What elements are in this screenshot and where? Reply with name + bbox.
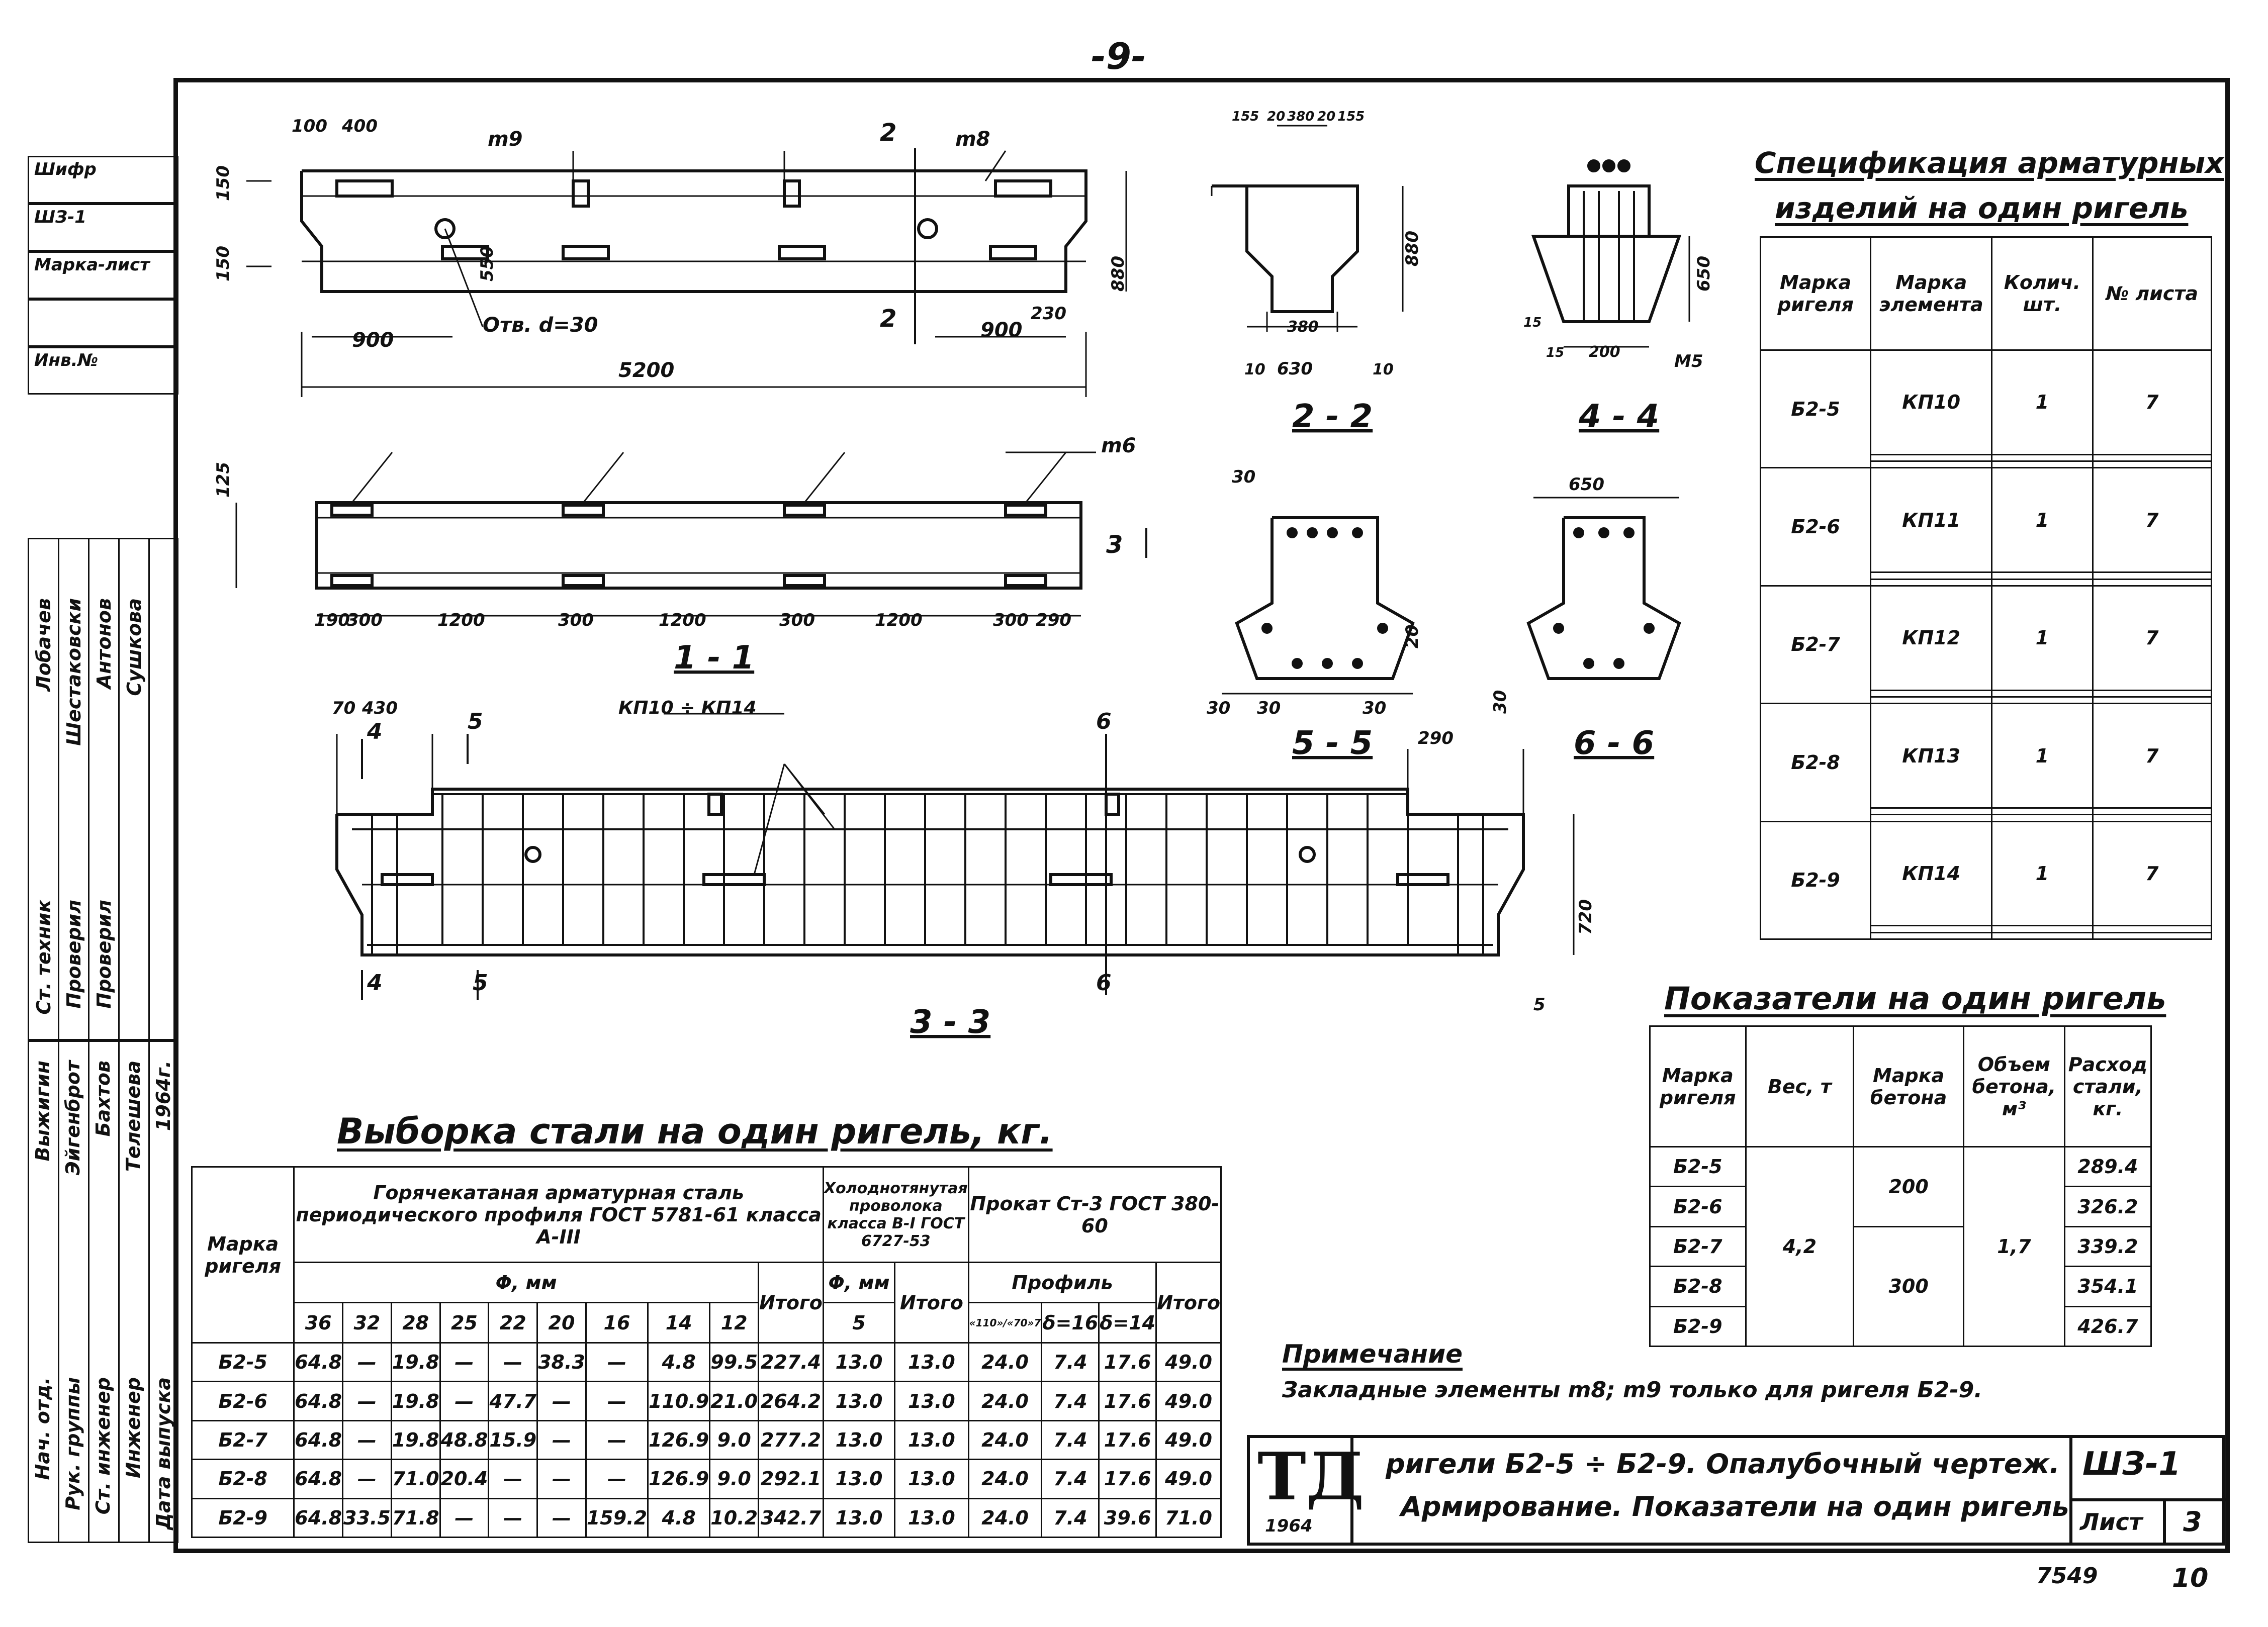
s11-dim: 1200 [437,610,485,630]
ind-steel: 426.7 [2064,1306,2151,1346]
selection-title: Выборка стали на один ригель, кг. [337,1111,1053,1152]
section-3-3-stirrups [442,794,1408,945]
elev-label: Отв. d=30 [483,314,598,337]
ind-rigel: Б2-9 [1650,1306,1746,1346]
sel-cell: 15.9 [489,1420,537,1459]
spec-header: Марка ригеля [1761,237,1871,350]
stamp-title-1: ригели Б2-5 ÷ Б2-9. Опалубочный чертеж. [1386,1448,2060,1480]
sel-header: Марка ригеля [192,1167,294,1343]
s22-dim: 20 [1267,109,1286,124]
s44-dim: М5 [1674,351,1703,371]
sel-cell: 17.6 [1099,1382,1156,1420]
sel-cell: — [537,1420,586,1459]
strip-name: Бахтов [92,1061,114,1137]
strip-name: Выжигин [32,1061,54,1162]
title-stamp [1247,1435,2225,1546]
sel-cell: 13.0 [895,1498,969,1537]
sel-cell: 24.0 [968,1343,1042,1382]
s55-dim: 20 [1402,624,1422,648]
sel-cell: 49.0 [1156,1420,1221,1459]
elev-dim: 5200 [618,359,675,382]
sel-header: Прокат Ст-3 ГОСТ 380-60 [968,1167,1221,1263]
sel-cell: 13.0 [895,1460,969,1498]
sel-cell: 20.4 [440,1460,489,1498]
sel-cell: Б2-5 [192,1343,294,1382]
stamp-year: 1964 [1265,1516,1313,1536]
sel-cell: 71.0 [1156,1498,1221,1537]
s33-label: 4 [367,719,383,744]
s33-label: 5 [473,970,488,996]
s66-title: 6 - 6 [1574,725,1655,762]
sel-cell: 24.0 [968,1382,1042,1420]
sel-cell: 49.0 [1156,1343,1221,1382]
strip-role: Дата выпуска [152,1377,174,1530]
sel-header: Φ, мм [823,1263,894,1303]
section-4-4 [1533,161,1689,347]
s11-label: m6 [1101,434,1136,457]
sel-cell: 7.4 [1042,1382,1099,1420]
sel-header: Итого [895,1263,969,1343]
elev-label: 2 [880,119,897,147]
sel-cell: 19.8 [391,1382,440,1420]
sel-cell: 71.8 [391,1498,440,1537]
sel-diam: 16 [586,1303,648,1343]
spec-header: Марка элемента [1871,237,1992,350]
sel-cell: 4.8 [648,1498,710,1537]
elev-dim: 230 [1031,304,1066,324]
ind-rigel: Б2-5 [1650,1147,1746,1187]
sel-diam: 28 [391,1303,440,1343]
sel-cell: — [489,1498,537,1537]
ind-volume: 1,7 [1963,1147,2064,1347]
s66-dim: 650 [1569,474,1604,495]
strip-role: Рук. группы [62,1377,84,1510]
stamp-title-2: Армирование. Показатели на один ригель [1401,1491,2069,1522]
sel-cell: 19.8 [391,1343,440,1382]
sel-cell: 126.9 [648,1460,710,1498]
sel-diam: 25 [440,1303,489,1343]
sel-cell: 49.0 [1156,1460,1221,1498]
sel-diam: δ=14 [1099,1303,1156,1343]
note-title: Примечание [1282,1339,1463,1369]
spec-header: № листа [2093,237,2211,350]
sel-cell: 9.0 [710,1460,759,1498]
s44-dim: 200 [1589,343,1620,361]
s11-dim: 190 [314,610,350,630]
s33-dim: 70 [332,698,356,718]
sel-cell: 7.4 [1042,1420,1099,1459]
sel-cell: 64.8 [294,1420,343,1459]
elev-dim: 400 [342,116,378,136]
sel-cell: — [343,1382,392,1420]
strip-check-name: Шестаковски [63,598,85,746]
section-5-5 [1222,518,1413,694]
elev-label: 2 [880,305,897,333]
strip-cell-inv: Инв.№ [28,347,178,395]
elev-label: m8 [955,128,990,151]
s33-label: 5 [468,709,483,734]
stamp-sheet-label: Лист [2080,1508,2143,1536]
selection-table [191,1166,1222,1538]
s33-dim: 5 [1533,995,1546,1015]
s44-dim: 15 [1546,345,1565,360]
spec-element: КП10 [1871,350,1992,455]
elev-dim: 150 [213,246,233,281]
sel-cell: 13.0 [823,1420,894,1459]
elev-dim: 900 [980,319,1023,342]
s33-label: 6 [1096,970,1112,996]
sel-cell: 7.4 [1042,1498,1099,1537]
s22-dim: 10 [1244,361,1265,378]
s33-dim: 430 [362,698,398,718]
sel-cell: 17.6 [1099,1343,1156,1382]
section-2-2 [1212,126,1403,332]
s55-dim: 30 [1207,698,1231,718]
s11-dim: 290 [1036,610,1071,630]
s33-dim: 290 [1418,728,1454,748]
spec-element: КП13 [1871,704,1992,808]
spec-sheet: 7 [2093,350,2211,455]
sel-cell: 71.0 [391,1460,440,1498]
sel-cell: 13.0 [823,1343,894,1382]
s66-dim: 30 [1490,690,1510,714]
s55-title: 5 - 5 [1292,725,1373,762]
ind-steel: 354.1 [2064,1267,2151,1306]
strip-check-name: Антонов [93,598,115,689]
sel-header: Холоднотянутая проволока класса В-I ГОСТ 6727-53 [823,1167,968,1263]
elev-dim: 900 [352,329,394,352]
sel-cell: — [440,1498,489,1537]
sel-cell: 64.8 [294,1343,343,1382]
ind-rigel: Б2-8 [1650,1267,1746,1306]
sel-cell: 47.7 [489,1382,537,1420]
stamp-logo-cell [1250,1438,1365,1543]
sel-cell: 24.0 [968,1420,1042,1459]
sel-diam: 20 [537,1303,586,1343]
strip-check-role: Проверил [93,900,115,1009]
sel-cell: 19.8 [391,1420,440,1459]
sel-cell: 17.6 [1099,1420,1156,1459]
sel-cell: — [343,1343,392,1382]
stamp-code-cell [2069,1438,2226,1543]
elev-dim: 880 [1108,256,1128,292]
sel-cell: 64.8 [294,1382,343,1420]
s11-dim: 300 [347,610,383,630]
s55-dim: 30 [1257,698,1281,718]
ind-header: Марка ригеля [1650,1026,1746,1147]
sel-cell: 17.6 [1099,1460,1156,1498]
sel-cell: 4.8 [648,1343,710,1382]
spec-element: КП12 [1871,586,1992,690]
s11-dim: 1200 [875,610,923,630]
sel-cell: 64.8 [294,1498,343,1537]
s22-dim: 380 [1287,318,1319,336]
strip-name: Телешева [122,1061,144,1172]
spec-element: КП14 [1871,821,1992,926]
spec-rigel: Б2-5 [1761,350,1871,468]
sel-diam: 32 [343,1303,392,1343]
ind-header: Вес, т [1746,1026,1854,1147]
sel-cell: 342.7 [759,1498,824,1537]
sel-cell: — [343,1420,392,1459]
indicators-title: Показатели на один ригель [1664,980,2166,1017]
sel-cell: 277.2 [759,1420,824,1459]
sel-diam: 5 [823,1303,894,1343]
sel-cell: 64.8 [294,1460,343,1498]
s33-label: 6 [1096,709,1112,734]
s22-dim: 10 [1373,361,1394,378]
sel-cell: 24.0 [968,1498,1042,1537]
spec-sheet: 7 [2093,468,2211,572]
sel-cell: 159.2 [586,1498,648,1537]
strip-role: Нач. отд. [32,1377,54,1480]
s11-dim: 300 [779,610,815,630]
elev-dim: 550 [477,246,497,281]
spec-title-2: изделий на один ригель [1775,191,2189,225]
sel-diam: 14 [648,1303,710,1343]
stamp-code: ШЗ-1 [2082,1446,2181,1483]
sel-cell: — [586,1420,648,1459]
sel-cell: 7.4 [1042,1460,1099,1498]
s44-dim: 15 [1523,315,1542,330]
ind-header: Марка бетона [1854,1026,1964,1147]
sel-header: Профиль [968,1263,1156,1303]
stamp-sheet-no: 3 [2183,1506,2202,1538]
spec-sheet: 7 [2093,821,2211,926]
sel-diam: δ=16 [1042,1303,1099,1343]
sel-cell: 39.6 [1099,1498,1156,1537]
sel-cell: — [440,1343,489,1382]
s22-title: 2 - 2 [1292,398,1373,435]
sel-diam: «110»/«70»7 [968,1303,1042,1343]
spec-table [1760,236,2212,940]
sel-cell: Б2-6 [192,1382,294,1420]
sel-header: Φ, мм [294,1263,759,1303]
sel-cell: 24.0 [968,1460,1042,1498]
s33-title: 3 - 3 [910,1004,991,1041]
ind-concrete: 200 [1854,1147,1964,1227]
strip-cell-marka: Марка-лист [28,251,178,299]
ind-steel: 289.4 [2064,1147,2151,1187]
s55-dim: 30 [1232,467,1256,487]
sel-diam: 36 [294,1303,343,1343]
sel-cell: 13.0 [895,1382,969,1420]
s44-dim: 650 [1694,256,1714,292]
ind-header: Объем бетона, м³ [1963,1026,2064,1147]
s33-label: КП10 ÷ КП14 [618,698,757,718]
strip-role: Инженер [122,1377,144,1478]
s22-dim: 880 [1402,231,1422,266]
spec-qty: 1 [1992,468,2093,572]
sel-cell: 48.8 [440,1420,489,1459]
s11-dim: 300 [993,610,1029,630]
elevation-view [246,148,1126,397]
s22-dim: 155 [1337,109,1365,124]
sel-cell: 126.9 [648,1420,710,1459]
elev-dim: 150 [213,165,233,201]
sel-cell: — [537,1460,586,1498]
strip-check-role: Проверил [63,900,85,1009]
ind-steel: 326.2 [2064,1187,2151,1226]
ind-steel: 339.2 [2064,1226,2151,1266]
spec-qty: 1 [1992,821,2093,926]
s44-title: 4 - 4 [1579,398,1660,435]
sel-cell: 7.4 [1042,1343,1099,1382]
spec-rigel: Б2-6 [1761,468,1871,586]
sel-cell: 33.5 [343,1498,392,1537]
sel-cell: 49.0 [1156,1382,1221,1420]
s11-title: 1 - 1 [674,639,755,677]
s11-dim: 125 [213,462,233,498]
spec-qty: 1 [1992,586,2093,690]
sel-cell: — [537,1498,586,1537]
strip-check-name: Сушкова [123,598,145,696]
spec-sheet: 7 [2093,704,2211,808]
strip-check-name: Лобачев [33,598,55,692]
s11-dim: 1200 [659,610,706,630]
sel-cell: — [440,1382,489,1420]
ind-rigel: Б2-7 [1650,1226,1746,1266]
sel-header: Горячекатаная арматурная сталь периодического профиля ГОСТ 5781-61 класса А-III [294,1167,824,1263]
sel-cell: 13.0 [823,1460,894,1498]
sel-cell: 38.3 [537,1343,586,1382]
sel-cell: 13.0 [895,1420,969,1459]
sel-cell: — [489,1343,537,1382]
section-1-1 [236,452,1146,616]
strip-name: Эйгенброт [62,1061,84,1176]
sel-cell: Б2-9 [192,1498,294,1537]
sel-cell: — [586,1382,648,1420]
s22-dim: 20 [1317,109,1336,124]
ind-weight: 4,2 [1746,1147,1854,1347]
sel-diam: 12 [710,1303,759,1343]
ind-concrete: 300 [1854,1226,1964,1346]
sel-cell: — [489,1460,537,1498]
elev-label: m9 [488,128,523,151]
elev-dim: 100 [292,116,327,136]
spec-header: Колич. шт. [1992,237,2093,350]
ind-header: Расход стали, кг. [2064,1026,2151,1147]
archive-number: 7549 [2036,1563,2098,1589]
sel-cell: 10.2 [710,1498,759,1537]
s11-dim: 300 [558,610,594,630]
sel-cell: — [586,1460,648,1498]
spec-rigel: Б2-9 [1761,821,1871,939]
spec-qty: 1 [1992,350,2093,455]
td-logo: ТД [1257,1438,1365,1515]
sel-cell: 9.0 [710,1420,759,1459]
page-number: -9- [1091,35,1146,77]
s22-dim: 155 [1232,109,1259,124]
s22-dim: 380 [1287,109,1315,124]
sel-header: Итого [759,1263,824,1343]
ind-rigel: Б2-6 [1650,1187,1746,1226]
sel-diam: 22 [489,1303,537,1343]
sel-cell: — [586,1343,648,1382]
sel-cell: 13.0 [895,1343,969,1382]
sel-cell: Б2-8 [192,1460,294,1498]
sel-cell: 13.0 [823,1382,894,1420]
spec-element: КП11 [1871,468,1992,572]
sel-cell: 264.2 [759,1382,824,1420]
sel-cell: Б2-7 [192,1420,294,1459]
page-footer-number: 10 [2172,1563,2209,1593]
s33-label: 4 [367,970,383,996]
s33-dim: 720 [1576,899,1596,935]
sel-cell: 292.1 [759,1460,824,1498]
sel-cell: 21.0 [710,1382,759,1420]
spec-title-1: Спецификация арматурных [1755,146,2224,180]
spec-rigel: Б2-7 [1761,586,1871,703]
sel-cell: 227.4 [759,1343,824,1382]
strip-cell-shifr: Шифр [28,156,178,204]
s22-dim: 630 [1277,359,1313,379]
sel-header: Итого [1156,1263,1221,1343]
s11-label: 3 [1106,531,1123,559]
spec-sheet: 7 [2093,586,2211,690]
note-text: Закладные элементы m8; m9 только для ригеля Б2-9. [1282,1377,1982,1403]
strip-cell-code: ШЗ-1 [28,204,178,251]
s55-dim: 30 [1363,698,1387,718]
sel-cell: 110.9 [648,1382,710,1420]
spec-rigel: Б2-8 [1761,704,1871,821]
strip-name: 1964г. [152,1061,174,1131]
sel-cell: — [343,1460,392,1498]
sel-cell: 99.5 [710,1343,759,1382]
section-6-6 [1528,498,1679,679]
indicators-table [1649,1025,2152,1347]
spec-qty: 1 [1992,704,2093,808]
sel-cell: — [537,1382,586,1420]
strip-role: Ст. инженер [92,1377,114,1515]
strip-check-role: Ст. техник [33,900,55,1015]
sel-cell: 13.0 [823,1498,894,1537]
